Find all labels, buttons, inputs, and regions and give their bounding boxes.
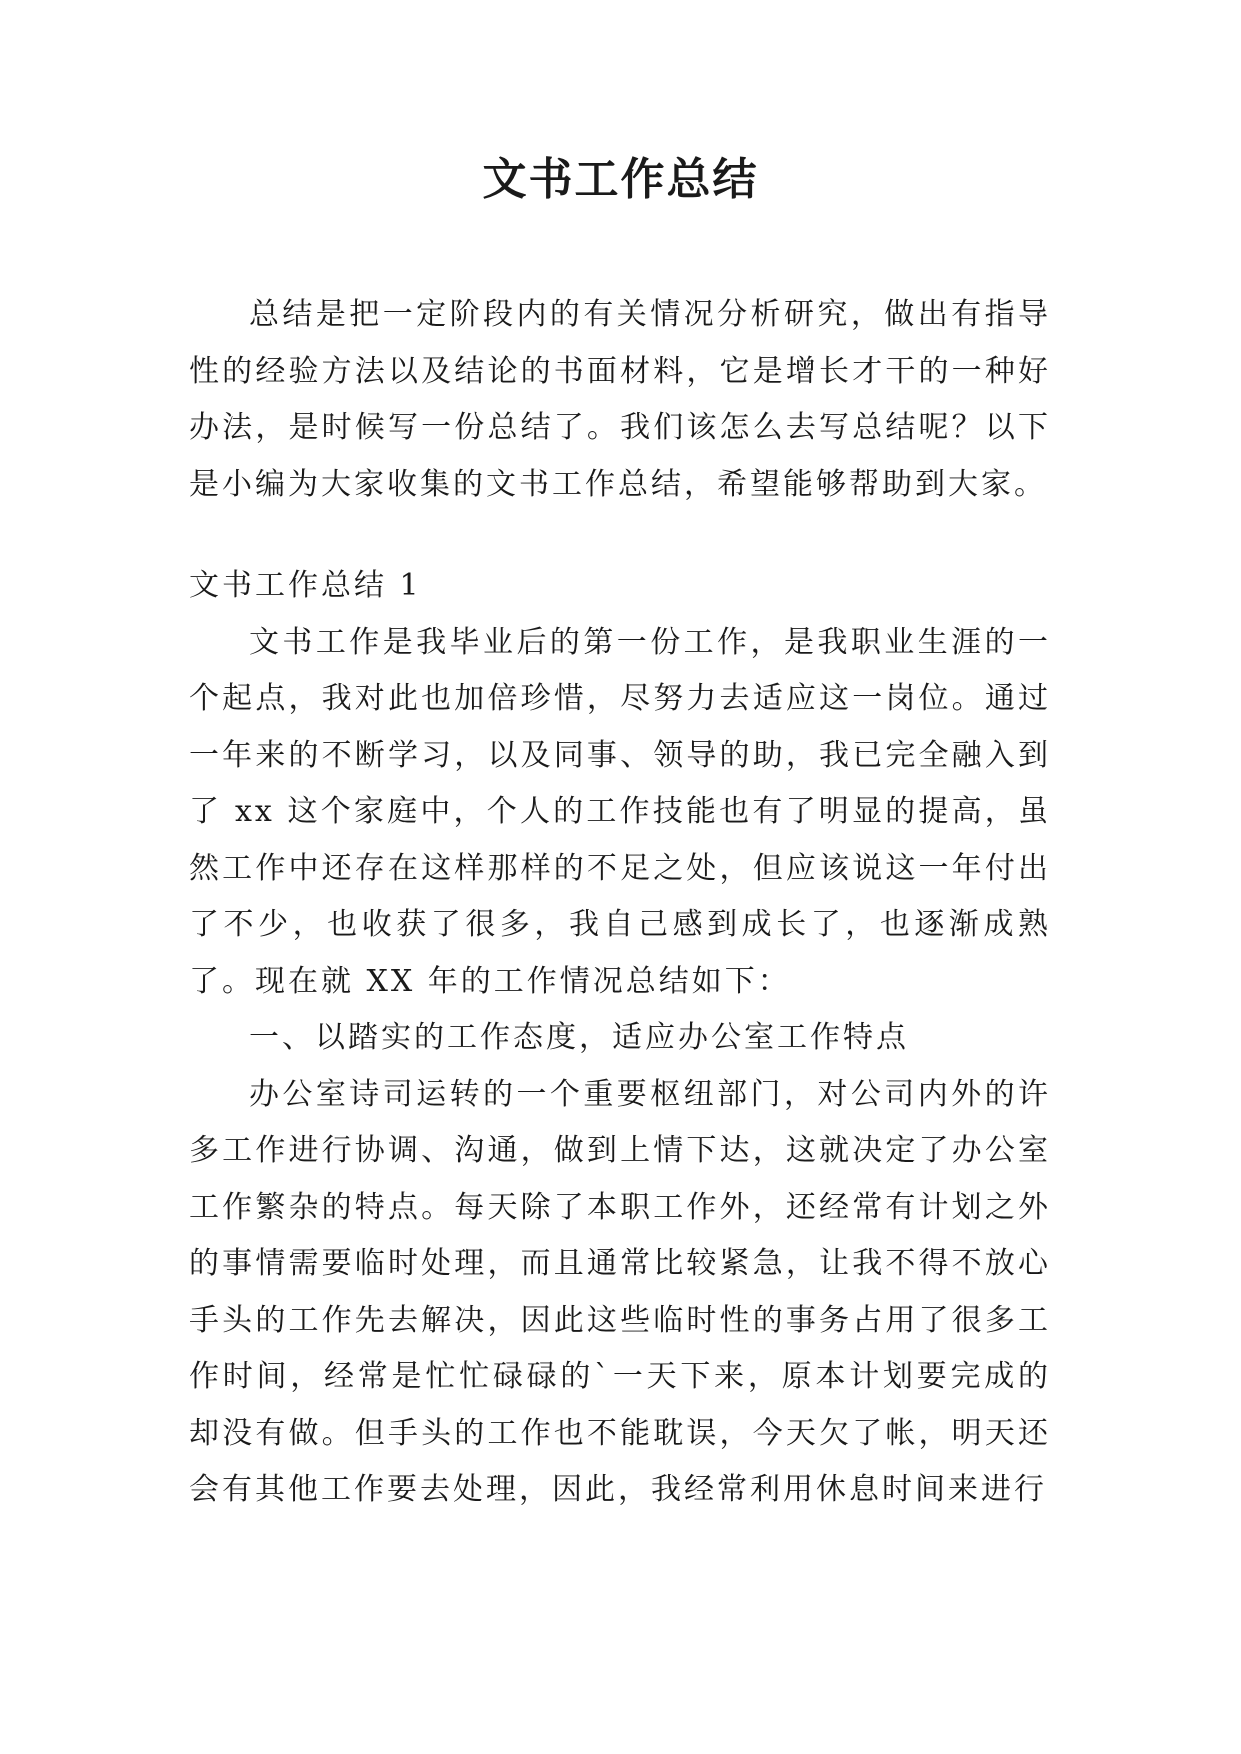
section-heading: 文书工作总结 1 — [189, 568, 422, 603]
body-paragraph: 办公室诗司运转的一个重要枢纽部门，对公司内外的许多工作进行协调、沟通，做到上情下达，这就决定了办公室工作繁杂的特点。每天除了本职工作外，还经常有计划之外的事情需要临时处理，而且通常比较紧急，让我不得不放心手头的工作先去解决，因此这些临时性的事务占用了很多工作时间，经常是忙忙碌碌的`一天下来，原本计划要完成的却没有做。但手头的工作也不能耽误，今天欠了帐，明天还会有其他工作要去处理，因此，我经常利用休息时间来进行 — [189, 1076, 1051, 1507]
subheading-paragraph: 一、以踏实的工作态度，适应办公室工作特点 — [249, 1020, 909, 1055]
paragraph-gap — [189, 513, 1051, 558]
document-title: 文书工作总结 — [482, 154, 759, 205]
intro-paragraph: 总结是把一定阶段内的有关情况分析研究，做出有指导性的经验方法以及结论的书面材料，它是增长才干的一种好办法，是时候写一份总结了。我们该怎么去写总结呢？以下是小编为大家收集的文书工作总结，希望能够帮助到大家。 — [189, 297, 1051, 502]
document-body — [189, 287, 1051, 1519]
body-paragraph: 文书工作是我毕业后的第一份工作，是我职业生涯的一个起点，我对此也加倍珍惜，尽努力去适应这一岗位。通过一年来的不断学习，以及同事、领导的助，我已完全融入到了 xx 这个家庭中，个人的工作技能也有了明显的提高，虽然工作中还存在这样那样的不足之处，但应该说这一年付出了不少，也收获了很多，我自己感到成长了，也逐渐成熟了。现在就 XX 年的工作情况总结如下： — [189, 624, 1051, 999]
